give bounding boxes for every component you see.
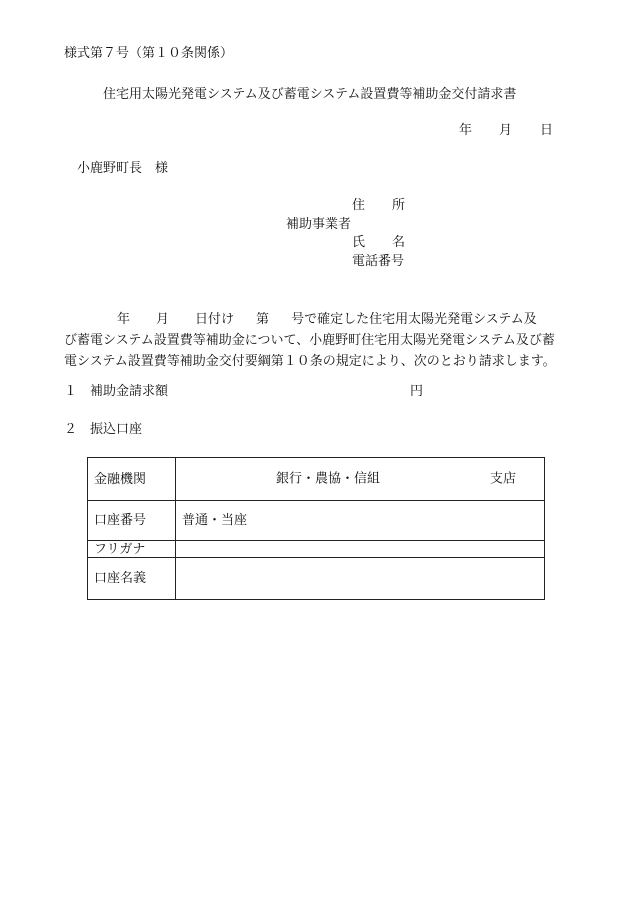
document-title: 住宅用太陽光発電システム及び蓄電システム設置費等補助金交付請求書 xyxy=(103,87,517,102)
name-label-1: 氏 xyxy=(352,235,366,250)
statement-line-1-rest: 号で確定した住宅用太陽光発電システム及 xyxy=(291,312,537,327)
address-label-2: 所 xyxy=(392,198,406,213)
statement-month: 月 xyxy=(156,312,170,327)
statement-year: 年 xyxy=(117,312,131,327)
financial-institution-label: 金融機関 xyxy=(88,458,176,501)
item-2-label: 振込口座 xyxy=(90,422,143,437)
date-year-label: 年 xyxy=(459,123,473,138)
name-label-2: 名 xyxy=(392,235,406,250)
bank-type-options: 銀行・農協・信組 xyxy=(276,471,381,487)
account-number-field[interactable] xyxy=(176,501,545,541)
account-holder-row xyxy=(88,558,545,600)
account-holder-label: 口座名義 xyxy=(88,558,176,600)
branch-label: 支店 xyxy=(490,471,517,487)
phone-label: 電話番号 xyxy=(352,254,405,269)
applicant-role-label: 補助事業者 xyxy=(286,217,352,232)
request-statement xyxy=(64,309,570,372)
furigana-field[interactable] xyxy=(176,541,545,558)
furigana-row xyxy=(88,541,545,558)
address-label-1: 住 xyxy=(352,198,366,213)
furigana-label: フリガナ xyxy=(88,541,176,558)
statement-line-2: び蓄電システム設置費等補助金について、小鹿野町住宅用太陽光発電システム及び蓄 xyxy=(64,333,555,348)
bank-account-table xyxy=(87,457,545,600)
date-month-label: 月 xyxy=(499,123,513,138)
financial-institution-row xyxy=(88,458,545,501)
account-type-options: 普通・当座 xyxy=(182,513,248,528)
item-1-label: 補助金請求額 xyxy=(90,384,169,399)
account-number-label: 口座番号 xyxy=(88,501,176,541)
account-holder-field[interactable] xyxy=(176,558,545,600)
date-day-label: 日 xyxy=(540,123,554,138)
statement-line-3: 電システム設置費等補助金交付要綱第１０条の規定により、次のとおり請求します。 xyxy=(64,354,556,369)
item-1-number: １ xyxy=(64,384,78,399)
account-number-row xyxy=(88,501,545,541)
statement-line-1 xyxy=(64,309,570,330)
statement-number-prefix: 第 xyxy=(256,312,270,327)
item-1-yen-unit: 円 xyxy=(410,384,424,399)
statement-dated: 日付け xyxy=(195,312,235,327)
financial-institution-field[interactable] xyxy=(176,458,545,501)
form-number: 様式第７号（第１０条関係） xyxy=(64,46,234,61)
item-2-number: ２ xyxy=(64,422,78,437)
addressee: 小鹿野町長 様 xyxy=(77,161,169,176)
